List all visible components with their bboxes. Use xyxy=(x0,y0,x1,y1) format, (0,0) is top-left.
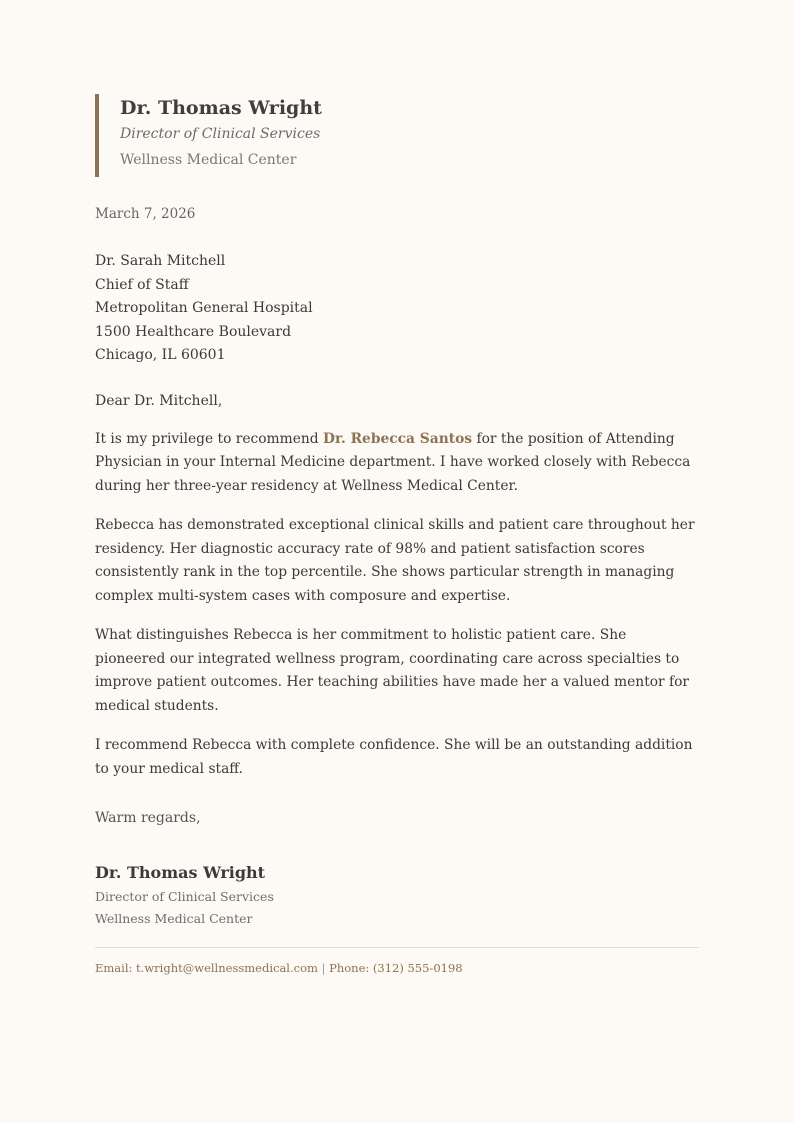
letterhead-title: Director of Clinical Services xyxy=(120,126,321,142)
candidate-name: Dr. Rebecca Santos xyxy=(323,430,473,447)
letter-body xyxy=(95,428,699,782)
contact-separator: | xyxy=(321,961,326,975)
closing: Warm regards, xyxy=(95,810,201,826)
recipient-title: Chief of Staff xyxy=(95,276,189,293)
signature-organization: Wellness Medical Center xyxy=(95,911,253,926)
letterhead-organization: Wellness Medical Center xyxy=(120,152,297,168)
letterhead-name: Dr. Thomas Wright xyxy=(120,97,322,119)
recipient-address-line2: Chicago, IL 60601 xyxy=(95,347,226,363)
body-paragraph-3: What distinguishes Rebecca is her commitment to holistic patient care. She pioneered our integrated wellness program, coordinating care across specialties to improve patient outcomes. Her teaching abilities have made her a valued mentor for medical students. xyxy=(95,627,690,714)
body-paragraph-2: Rebecca has demonstrated exceptional clinical skills and patient care throughout her residency. Her diagnostic accuracy rate of 98% and patient satisfaction scores consistently rank in the top percentile. She shows particular strength in managing complex multi-system cases with composure and expertise. xyxy=(95,517,695,604)
letter-date: March 7, 2026 xyxy=(95,206,196,222)
salutation: Dear Dr. Mitchell, xyxy=(95,392,223,409)
recipient-block xyxy=(95,250,699,368)
recipient-name: Dr. Sarah Mitchell xyxy=(95,253,226,269)
body-paragraph-4: I recommend Rebecca with complete confidence. She will be an outstanding addition to your medical staff. xyxy=(95,737,693,777)
body-paragraph-1 xyxy=(95,428,699,499)
recipient-address-line1: 1500 Healthcare Boulevard xyxy=(95,323,292,340)
signature-title: Director of Clinical Services xyxy=(95,889,274,904)
signature-name: Dr. Thomas Wright xyxy=(95,863,266,882)
letter-page xyxy=(95,94,699,976)
contact-phone: Phone: (312) 555-0198 xyxy=(329,961,463,975)
p1-text-before: It is my privilege to recommend xyxy=(95,430,323,447)
contact-email: Email: t.wright@wellnessmedical.com xyxy=(95,961,318,975)
recipient-organization: Metropolitan General Hospital xyxy=(95,300,313,316)
footer-divider xyxy=(95,947,699,948)
p1-text-after: for the position of Attending Physician in your Internal Medicine department. I have worked closely with Rebecca during her three-year residency at Wellness Medical Center. xyxy=(95,430,691,494)
letterhead xyxy=(95,94,699,177)
contact-line xyxy=(95,960,699,976)
